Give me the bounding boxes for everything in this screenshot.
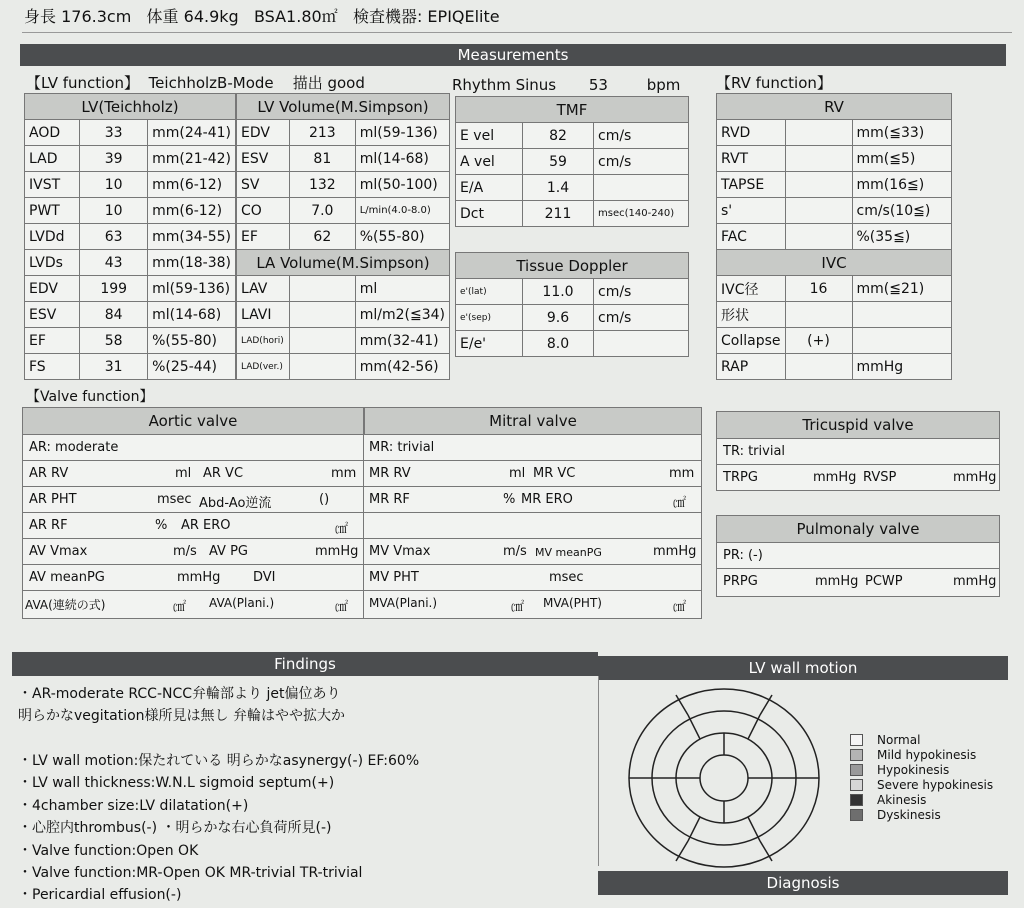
cell-value: 58 [80,328,148,354]
mr-rv-unit: ml [509,466,526,481]
measurements-header [20,44,1006,66]
legend-item [850,763,949,777]
ar-rv-unit: ml [175,466,192,481]
mr-rv-label: MR RV [369,466,411,481]
cell-unit: mm(21-42) [148,146,236,172]
table-row [717,146,952,172]
cell-unit: mmHg [852,354,952,380]
table-row [25,250,236,276]
cell-unit: mm(6-12) [148,198,236,224]
mr-vc-label: MR VC [533,466,576,481]
lv-mode: TeichholzB-Mode [148,74,274,92]
ivc-title: IVC [717,250,952,276]
diagnosis-header [598,871,1008,895]
prpg-label: PRPG [723,574,758,589]
cell-value: 211 [523,201,594,227]
cell-unit: ml(50-100) [355,172,449,198]
table-row [456,149,689,175]
pulmonary-row-2 [717,568,999,595]
ava-continuity-unit: ㎠ [173,600,187,615]
cell-label: LVDd [25,224,80,250]
tissue-doppler-table [455,252,689,357]
cell-value [289,276,355,302]
cell-value [785,224,852,250]
mr-ero-label: MR ERO [521,492,573,507]
la-volume-title: LA Volume(M.Simpson) [237,250,450,276]
mv-meanpg-label: MV meanPG [535,546,602,559]
cell-unit: mm(24-41) [148,120,236,146]
measurements-title: Measurements [457,46,569,64]
cell-label: A vel [456,149,523,175]
table-row [237,276,450,302]
cell-unit: mm(≦5) [852,146,952,172]
table-row [717,120,952,146]
ar-pht-unit: msec [157,492,192,507]
legend-label: Severe hypokinesis [877,778,994,792]
table-row [25,120,236,146]
cell-value: 84 [80,302,148,328]
pcwp-label: PCWP [865,574,903,589]
cell-label: FAC [717,224,786,250]
cell-unit: L/min(4.0-8.0) [355,198,449,224]
findings-title: Findings [274,655,336,673]
device-label: 検査機器: EPIQElite [352,7,500,26]
cell-label: LAD(ver.) [237,354,290,380]
cell-value: 62 [289,224,355,250]
finding-line: ・心腔内thrombus(-) ・明らかな右心負荷所見(-) [18,820,332,836]
table-row [25,224,236,250]
table-row [717,198,952,224]
cell-unit: mm(32-41) [355,328,449,354]
cell-unit [852,302,952,328]
wall-motion-header [598,656,1008,680]
tricuspid-box [716,411,1000,491]
tissue-doppler-rows [456,279,689,357]
rv-section-label: 【RV function】 [716,74,832,92]
trpg-unit: mmHg [813,470,857,485]
rvsp-unit: mmHg [953,470,997,485]
legend-swatch [850,764,863,776]
mva-plani-label: MVA(Plani.) [369,596,438,610]
image-quality: 描出 good [292,74,365,92]
table-row [456,175,689,201]
ar-pht-label: AR PHT [29,492,77,507]
av-meanpg-unit: mmHg [177,570,221,585]
cell-label: e'(sep) [456,305,523,331]
cell-value: 7.0 [289,198,355,224]
table-row [25,354,236,380]
table-row [237,302,450,328]
tr-grade: TR: trivial [723,444,786,459]
ar-vc-unit: mm [331,466,357,481]
legend-item [850,778,993,792]
table-row [237,354,450,380]
valve-row-7 [23,590,701,617]
table-row [25,146,236,172]
ava-plani-unit: ㎠ [335,600,349,615]
bullseye-ring-apex [700,755,748,801]
table-row [237,120,450,146]
rhythm: Rhythm Sinus [452,76,557,94]
tricuspid-header [717,412,999,438]
table-row [717,172,952,198]
aortic-valve-title: Aortic valve [148,412,238,430]
cell-unit: mm(34-55) [148,224,236,250]
table-row [25,328,236,354]
cell-label: LAVI [237,302,290,328]
mr-grade: MR: trivial [369,440,435,455]
valve-row-3 [23,486,701,513]
cell-value: 31 [80,354,148,380]
finding-line: ・AR-moderate RCC-NCC弁輪部より jet偏位あり [18,686,341,702]
lv-teichholz-table [24,93,236,380]
mr-rf-label: MR RF [369,492,410,507]
trpg-label: TRPG [723,470,758,485]
mr-ero-unit: ㎠ [673,496,687,511]
cell-unit: cm/s [594,305,689,331]
cell-label: LAV [237,276,290,302]
patient-info [24,4,500,27]
mv-pht-unit: msec [549,570,584,585]
cell-label: e'(lat) [456,279,523,305]
cell-value: 63 [80,224,148,250]
table-row [456,201,689,227]
finding-line: ・LV wall motion:保たれている 明らかなasynergy(-) EF:60% [18,753,420,769]
cell-unit [594,175,689,201]
cell-unit: %(35≦) [852,224,952,250]
mva-pht-unit: ㎠ [673,600,687,615]
lv-volume-table [236,93,450,380]
cell-unit: ml [355,276,449,302]
cell-value [785,198,852,224]
table-row [25,172,236,198]
mv-vmax-label: MV Vmax [369,544,431,559]
patient-height: 身長 176.3cm [24,7,132,26]
cell-unit: cm/s [594,279,689,305]
legend-item [850,793,926,807]
tmf-title: TMF [456,97,689,123]
cell-value [785,146,852,172]
mr-vc-unit: mm [669,466,695,481]
cell-label: LAD [25,146,80,172]
cell-value [785,172,852,198]
table-row [25,276,236,302]
table-row [456,331,689,357]
cell-label: E/e' [456,331,523,357]
cell-value [785,302,852,328]
cell-unit: mm(16≦) [852,172,952,198]
finding-line: ・LV wall thickness:W.N.L sigmoid septum(+) [18,775,335,791]
legend-swatch [850,734,863,746]
mv-pht-label: MV PHT [369,570,419,585]
ar-grade: AR: moderate [29,440,119,455]
ar-rf-label: AR RF [29,518,68,533]
finding-line: ・4chamber size:LV dilatation(+) [18,798,249,814]
mitral-valve-title: Mitral valve [489,412,577,430]
legend-swatch [850,779,863,791]
cell-label: ESV [25,302,80,328]
tissue-doppler-title: Tissue Doppler [456,253,689,279]
cell-value: 33 [80,120,148,146]
valve-row-6 [23,564,701,591]
patient-weight: 体重 64.9kg [146,7,239,26]
cell-value [289,328,355,354]
la-volume-rows [237,276,450,380]
cell-label: LAD(hori) [237,328,290,354]
mv-vmax-unit: m/s [503,544,527,559]
cell-value: 8.0 [523,331,594,357]
cell-value [785,354,852,380]
cell-value [289,302,355,328]
dvi-label: DVI [253,570,276,585]
table-row [456,305,689,331]
cell-label: s' [717,198,786,224]
tmf-rows [456,123,689,227]
table-row [25,198,236,224]
table-row [237,172,450,198]
heart-rate: 53 [588,76,608,94]
ar-rf-unit: % [155,518,168,533]
findings-divider [598,676,599,866]
diagnosis-title: Diagnosis [766,874,840,892]
cell-value: 82 [523,123,594,149]
cell-value: 132 [289,172,355,198]
legend-label: Normal [877,733,921,747]
cell-value [785,120,852,146]
cell-unit: %(55-80) [355,224,449,250]
cell-label: E/A [456,175,523,201]
finding-line: ・Valve function:MR-Open OK MR-trivial TR-trivial [18,865,363,881]
table-row [237,198,450,224]
cell-unit: ml(14-68) [355,146,449,172]
legend-item [850,808,941,822]
cell-label: IVC径 [717,276,786,302]
cell-label: Dct [456,201,523,227]
legend-swatch [850,809,863,821]
av-vmax-label: AV Vmax [29,544,88,559]
ar-vc-label: AR VC [203,466,244,481]
legend-label: Mild hypokinesis [877,748,977,762]
prpg-unit: mmHg [815,574,859,589]
heart-rate-unit: bpm [646,76,681,94]
tricuspid-title: Tricuspid valve [802,416,914,434]
tricuspid-row-2 [717,464,999,491]
cell-value: 199 [80,276,148,302]
legend-label: Hypokinesis [877,763,950,777]
cell-value: 1.4 [523,175,594,201]
cell-unit: ml(14-68) [148,302,236,328]
valve-row-2 [23,460,701,487]
cell-unit: cm/s [594,149,689,175]
cell-unit: cm/s [594,123,689,149]
rv-table [716,93,952,380]
cell-unit: %(55-80) [148,328,236,354]
legend-swatch [850,749,863,761]
rvsp-label: RVSP [863,470,897,485]
pcwp-unit: mmHg [953,574,997,589]
pulmonary-title: Pulmonaly valve [796,520,920,538]
cell-label: 形状 [717,302,786,328]
cell-value: (+) [785,328,852,354]
cell-value: 10 [80,198,148,224]
cell-unit: ml/m2(≦34) [355,302,449,328]
av-pg-unit: mmHg [315,544,359,559]
cell-label: RVT [717,146,786,172]
pr-grade: PR: (-) [723,548,763,563]
ar-ero-unit: ㎠ [335,522,349,537]
legend-item [850,748,976,762]
pulmonary-row-1 [717,542,999,569]
header-divider [22,32,1012,33]
cell-unit: ml(59-136) [148,276,236,302]
table-row [456,279,689,305]
rv-rows [717,120,952,250]
patient-bsa: BSA1.80㎡ [253,7,338,26]
av-meanpg-label: AV meanPG [29,570,105,585]
cell-label: EF [25,328,80,354]
cell-unit: ml(59-136) [355,120,449,146]
bullseye-diagram [626,686,822,870]
cell-label: EF [237,224,290,250]
table-row [717,224,952,250]
cell-unit: mm(18-38) [148,250,236,276]
mv-meanpg-unit: mmHg [653,544,697,559]
table-row [25,302,236,328]
cell-value: 16 [785,276,852,302]
ava-plani-label: AVA(Plani.) [209,596,275,610]
legend-label: Dyskinesis [877,808,941,822]
cell-value: 10 [80,172,148,198]
lv-volume-rows [237,120,450,250]
wall-motion-title: LV wall motion [748,659,858,677]
table-row [717,354,952,380]
cell-label: Collapse [717,328,786,354]
pulmonary-header [717,516,999,542]
ava-continuity-label: AVA(連続の式) [25,598,106,612]
av-vmax-unit: m/s [173,544,197,559]
cell-label: AOD [25,120,80,146]
cell-value: 81 [289,146,355,172]
cell-label: FS [25,354,80,380]
table-row [717,302,952,328]
legend-label: Akinesis [877,793,927,807]
av-pg-label: AV PG [209,544,248,559]
cell-value [289,354,355,380]
table-row [717,328,952,354]
valve-box-header [23,408,363,434]
findings-header [12,652,598,676]
cell-unit: cm/s(10≦) [852,198,952,224]
table-row [237,328,450,354]
legend-item [850,733,920,747]
rv-title: RV [717,94,952,120]
abd-ao-label: Abd-Ao逆流 [199,496,272,511]
cell-label: PWT [25,198,80,224]
cell-label: EDV [237,120,290,146]
cell-unit: mm(≦33) [852,120,952,146]
cell-unit [594,331,689,357]
cell-label: EDV [25,276,80,302]
cell-value: 59 [523,149,594,175]
cell-label: RVD [717,120,786,146]
cell-value: 11.0 [523,279,594,305]
valve-row-5 [23,538,701,565]
mr-rf-unit: % [503,492,516,507]
lv-header-line [26,72,365,93]
table-row [717,276,952,302]
mva-plani-unit: ㎠ [511,600,525,615]
cell-label: CO [237,198,290,224]
ivc-rows [717,276,952,380]
cell-label: E vel [456,123,523,149]
tmf-table [455,96,689,227]
tricuspid-row-1 [717,438,999,465]
cell-value: 39 [80,146,148,172]
table-row [237,224,450,250]
valve-row-4 [23,512,701,539]
rhythm-line [452,76,680,94]
mitral-box-header [364,408,701,434]
cell-unit: mm(≦21) [852,276,952,302]
abd-ao-value: () [319,492,330,507]
cell-unit: mm(6-12) [148,172,236,198]
table-row [237,146,450,172]
valve-row-1 [23,434,701,461]
cell-value: 9.6 [523,305,594,331]
cell-unit: %(25-44) [148,354,236,380]
cell-label: SV [237,172,290,198]
cell-value: 43 [80,250,148,276]
finding-line: ・Pericardial effusion(-) [18,887,182,903]
pulmonary-box [716,515,1000,597]
valve-section-label: 【Valve function】 [26,389,154,405]
lv-section-label: 【LV function】 [26,74,140,92]
legend-swatch [850,794,863,806]
ar-ero-label: AR ERO [181,518,231,533]
lv-teichholz-rows [25,120,236,380]
finding-line: 明らかなvegitation様所見は無し 弁輪はやや拡大か [18,708,346,724]
cell-label: LVDs [25,250,80,276]
cell-unit: mm(42-56) [355,354,449,380]
lv-volume-title: LV Volume(M.Simpson) [237,94,450,120]
cell-value: 213 [289,120,355,146]
cell-unit: msec(140-240) [594,201,689,227]
valve-box [22,407,702,619]
cell-label: IVST [25,172,80,198]
ar-rv-label: AR RV [29,466,69,481]
finding-line: ・Valve function:Open OK [18,843,199,859]
table-row [456,123,689,149]
cell-label: TAPSE [717,172,786,198]
cell-label: ESV [237,146,290,172]
lv-teichholz-title: LV(Teichholz) [25,94,236,120]
cell-unit [852,328,952,354]
cell-label: RAP [717,354,786,380]
mva-pht-label: MVA(PHT) [543,596,602,610]
